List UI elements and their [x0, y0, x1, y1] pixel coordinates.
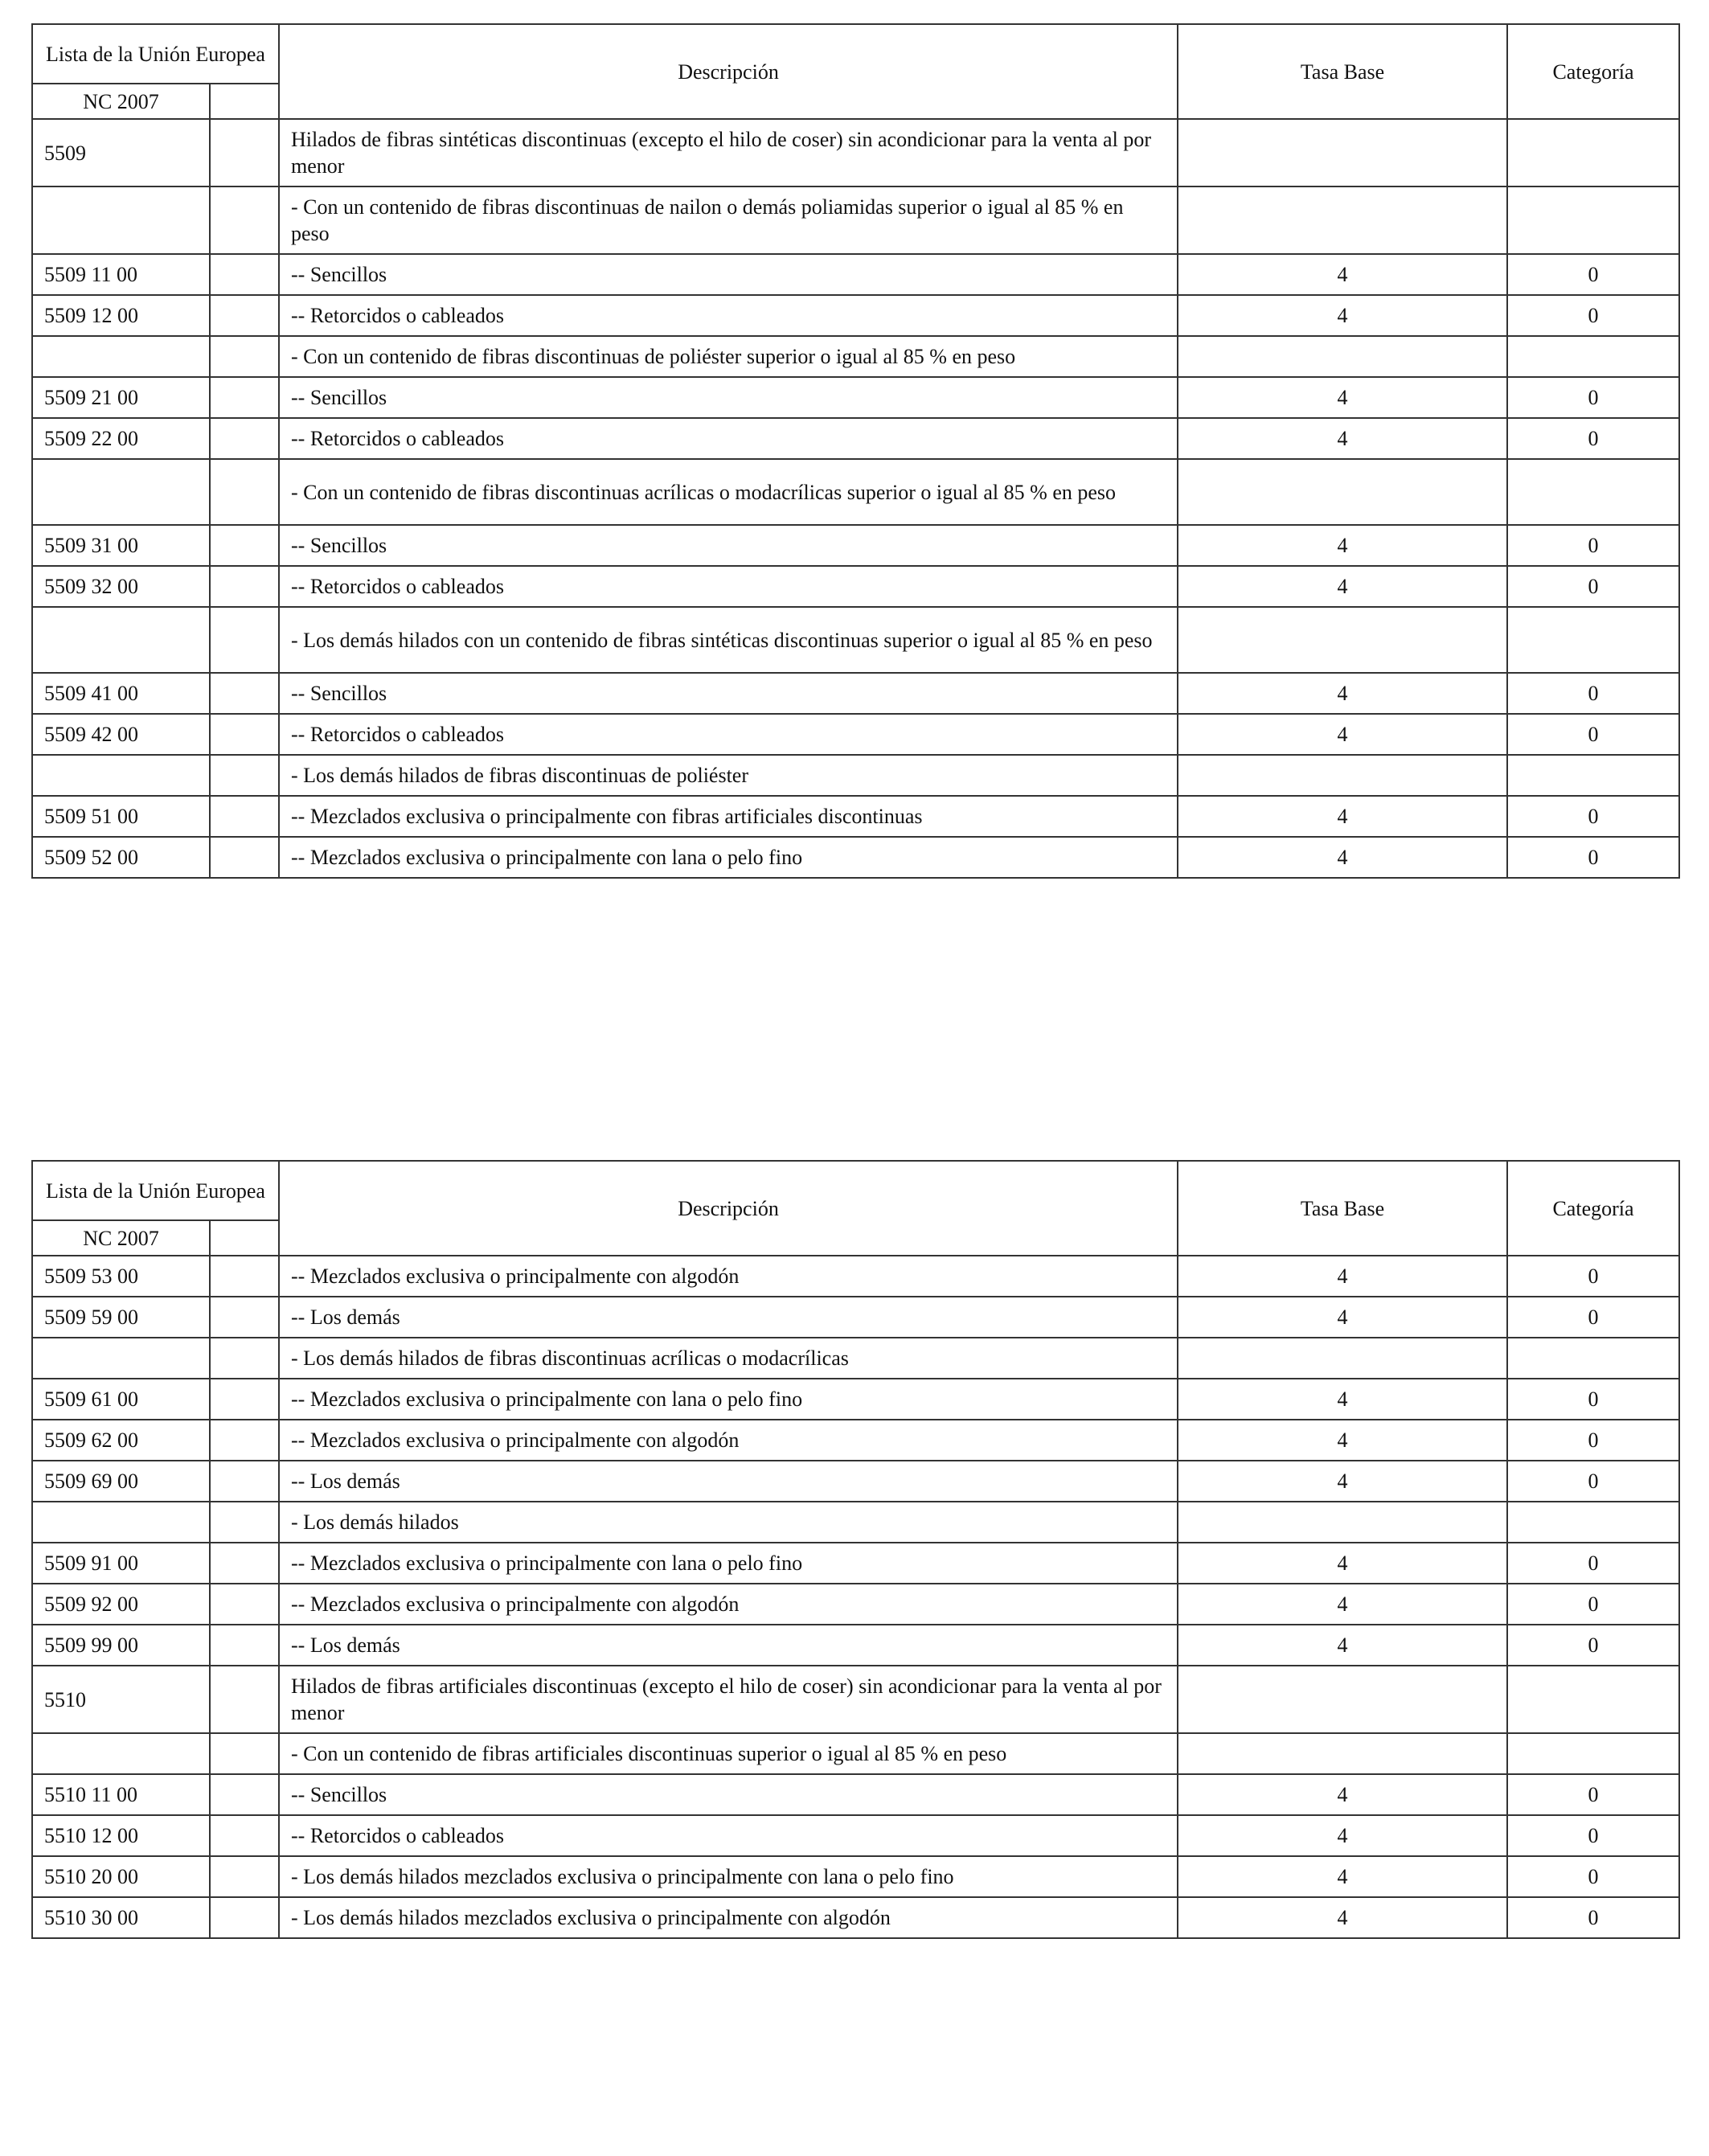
category-cell: 0	[1507, 1543, 1679, 1584]
code-cell: 5510 12 00	[32, 1815, 210, 1856]
table-row	[32, 1543, 1679, 1584]
description-cell: -- Mezclados exclusiva o principalmente con algodón	[279, 1256, 1178, 1297]
code-cell: 5510 30 00	[32, 1897, 210, 1938]
rate-cell: 4	[1178, 673, 1507, 714]
header-blank-cell	[210, 1220, 279, 1256]
code-cell: 5510 11 00	[32, 1774, 210, 1815]
table-row	[32, 1338, 1679, 1379]
rate-cell: 4	[1178, 254, 1507, 295]
rate-cell: 4	[1178, 1379, 1507, 1420]
blank-cell	[210, 607, 279, 673]
table-row	[32, 755, 1679, 796]
description-cell: -- Retorcidos o cableados	[279, 295, 1178, 336]
category-cell: 0	[1507, 1297, 1679, 1338]
code-cell	[32, 1338, 210, 1379]
header-blank-cell	[210, 84, 279, 119]
table-row	[32, 566, 1679, 607]
category-cell: 0	[1507, 1897, 1679, 1938]
table-row	[32, 1420, 1679, 1461]
table-row	[32, 295, 1679, 336]
description-cell: - Con un contenido de fibras discontinuas acrílicas o modacrílicas superior o igual al 85 % en peso	[279, 459, 1178, 525]
description-cell: -- Mezclados exclusiva o principalmente con algodón	[279, 1420, 1178, 1461]
rate-cell: 4	[1178, 1584, 1507, 1625]
table-row	[32, 1379, 1679, 1420]
code-cell: 5509 11 00	[32, 254, 210, 295]
code-cell: 5509 32 00	[32, 566, 210, 607]
rate-cell: 4	[1178, 1625, 1507, 1666]
header-base-rate: Tasa Base	[1178, 1161, 1507, 1256]
table-row	[32, 525, 1679, 566]
category-cell: 0	[1507, 796, 1679, 837]
table-row	[32, 1666, 1679, 1733]
category-cell: 0	[1507, 714, 1679, 755]
description-cell: -- Los demás	[279, 1461, 1178, 1502]
code-cell	[32, 1733, 210, 1774]
blank-cell	[210, 714, 279, 755]
description-cell: -- Sencillos	[279, 254, 1178, 295]
description-cell: - Con un contenido de fibras discontinuas de poliéster superior o igual al 85 % en peso	[279, 336, 1178, 377]
description-cell: -- Mezclados exclusiva o principalmente con fibras artificiales discontinuas	[279, 796, 1178, 837]
table-row	[32, 1502, 1679, 1543]
code-cell	[32, 336, 210, 377]
rate-cell: 4	[1178, 1256, 1507, 1297]
category-cell: 0	[1507, 1625, 1679, 1666]
table-row	[32, 1733, 1679, 1774]
category-cell	[1507, 755, 1679, 796]
code-cell	[32, 186, 210, 254]
rate-cell: 4	[1178, 796, 1507, 837]
description-cell: - Con un contenido de fibras artificiales discontinuas superior o igual al 85 % en peso	[279, 1733, 1178, 1774]
description-cell: -- Retorcidos o cableados	[279, 1815, 1178, 1856]
table-row	[32, 837, 1679, 878]
rate-cell	[1178, 1502, 1507, 1543]
rate-cell	[1178, 1733, 1507, 1774]
rate-cell	[1178, 459, 1507, 525]
blank-cell	[210, 377, 279, 418]
rate-cell	[1178, 607, 1507, 673]
rate-cell: 4	[1178, 1815, 1507, 1856]
code-cell: 5509 51 00	[32, 796, 210, 837]
category-cell: 0	[1507, 1379, 1679, 1420]
code-cell: 5509 12 00	[32, 295, 210, 336]
rate-cell	[1178, 755, 1507, 796]
header-nc-2007: NC 2007	[32, 1220, 210, 1256]
blank-cell	[210, 459, 279, 525]
header-nc-2007: NC 2007	[32, 84, 210, 119]
description-cell: -- Retorcidos o cableados	[279, 566, 1178, 607]
category-cell: 0	[1507, 1815, 1679, 1856]
blank-cell	[210, 566, 279, 607]
code-cell: 5509 99 00	[32, 1625, 210, 1666]
blank-cell	[210, 796, 279, 837]
category-cell: 0	[1507, 418, 1679, 459]
code-cell: 5509 59 00	[32, 1297, 210, 1338]
header-category: Categoría	[1507, 1161, 1679, 1256]
header-list-title: Lista de la Unión Europea	[32, 1161, 279, 1220]
table-row	[32, 1297, 1679, 1338]
table-row	[32, 254, 1679, 295]
description-cell: -- Mezclados exclusiva o principalmente con lana o pelo fino	[279, 837, 1178, 878]
blank-cell	[210, 1543, 279, 1584]
blank-cell	[210, 837, 279, 878]
rate-cell: 4	[1178, 837, 1507, 878]
rate-cell: 4	[1178, 1420, 1507, 1461]
category-cell	[1507, 1338, 1679, 1379]
blank-cell	[210, 254, 279, 295]
category-cell	[1507, 607, 1679, 673]
table-row	[32, 607, 1679, 673]
rate-cell: 4	[1178, 418, 1507, 459]
description-cell: - Con un contenido de fibras discontinuas de nailon o demás poliamidas superior o igual al 85 % en peso	[279, 186, 1178, 254]
table-row	[32, 1461, 1679, 1502]
tariff-table	[31, 23, 1680, 879]
blank-cell	[210, 418, 279, 459]
category-cell	[1507, 119, 1679, 186]
category-cell	[1507, 336, 1679, 377]
table-row	[32, 1256, 1679, 1297]
code-cell	[32, 459, 210, 525]
description-cell: - Los demás hilados de fibras discontinuas de poliéster	[279, 755, 1178, 796]
description-cell: -- Sencillos	[279, 525, 1178, 566]
code-cell: 5509 31 00	[32, 525, 210, 566]
table-row	[32, 119, 1679, 186]
rate-cell	[1178, 1338, 1507, 1379]
code-cell	[32, 607, 210, 673]
category-cell: 0	[1507, 1584, 1679, 1625]
header-description: Descripción	[279, 24, 1178, 119]
description-cell: - Los demás hilados mezclados exclusiva o principalmente con algodón	[279, 1897, 1178, 1938]
table-row	[32, 714, 1679, 755]
description-cell: - Los demás hilados de fibras discontinuas acrílicas o modacrílicas	[279, 1338, 1178, 1379]
category-cell: 0	[1507, 525, 1679, 566]
code-cell	[32, 1502, 210, 1543]
description-cell: -- Los demás	[279, 1297, 1178, 1338]
category-cell: 0	[1507, 295, 1679, 336]
rate-cell: 4	[1178, 1461, 1507, 1502]
blank-cell	[210, 336, 279, 377]
description-cell: -- Sencillos	[279, 673, 1178, 714]
blank-cell	[210, 1733, 279, 1774]
rate-cell	[1178, 1666, 1507, 1733]
code-cell: 5509 53 00	[32, 1256, 210, 1297]
category-cell	[1507, 1733, 1679, 1774]
blank-cell	[210, 1256, 279, 1297]
category-cell: 0	[1507, 566, 1679, 607]
blank-cell	[210, 1584, 279, 1625]
description-cell: Hilados de fibras sintéticas discontinuas (excepto el hilo de coser) sin acondicionar para la venta al por menor	[279, 119, 1178, 186]
blank-cell	[210, 1897, 279, 1938]
table-row	[32, 377, 1679, 418]
category-cell	[1507, 1502, 1679, 1543]
rate-cell: 4	[1178, 1297, 1507, 1338]
description-cell: -- Mezclados exclusiva o principalmente con lana o pelo fino	[279, 1543, 1178, 1584]
blank-cell	[210, 673, 279, 714]
table-row	[32, 1625, 1679, 1666]
code-cell: 5509 69 00	[32, 1461, 210, 1502]
category-cell: 0	[1507, 377, 1679, 418]
code-cell: 5509 91 00	[32, 1543, 210, 1584]
blank-cell	[210, 1625, 279, 1666]
blank-cell	[210, 295, 279, 336]
table-row	[32, 459, 1679, 525]
category-cell: 0	[1507, 1461, 1679, 1502]
table-row	[32, 1815, 1679, 1856]
description-cell: -- Retorcidos o cableados	[279, 714, 1178, 755]
blank-cell	[210, 1420, 279, 1461]
blank-cell	[210, 1461, 279, 1502]
rate-cell: 4	[1178, 377, 1507, 418]
blank-cell	[210, 1774, 279, 1815]
rate-cell: 4	[1178, 1897, 1507, 1938]
blank-cell	[210, 1379, 279, 1420]
category-cell: 0	[1507, 254, 1679, 295]
description-cell: -- Mezclados exclusiva o principalmente con lana o pelo fino	[279, 1379, 1178, 1420]
table-row	[32, 336, 1679, 377]
code-cell: 5509 41 00	[32, 673, 210, 714]
code-cell: 5509 61 00	[32, 1379, 210, 1420]
description-cell: - Los demás hilados	[279, 1502, 1178, 1543]
code-cell: 5509 42 00	[32, 714, 210, 755]
category-cell: 0	[1507, 1420, 1679, 1461]
table-row	[32, 1856, 1679, 1897]
blank-cell	[210, 1297, 279, 1338]
code-cell: 5509 62 00	[32, 1420, 210, 1461]
category-cell	[1507, 459, 1679, 525]
description-cell: -- Retorcidos o cableados	[279, 418, 1178, 459]
category-cell: 0	[1507, 1256, 1679, 1297]
table-row	[32, 1584, 1679, 1625]
blank-cell	[210, 525, 279, 566]
rate-cell	[1178, 336, 1507, 377]
category-cell: 0	[1507, 1774, 1679, 1815]
rate-cell: 4	[1178, 295, 1507, 336]
rate-cell: 4	[1178, 566, 1507, 607]
description-cell: -- Sencillos	[279, 377, 1178, 418]
description-cell: -- Sencillos	[279, 1774, 1178, 1815]
blank-cell	[210, 1666, 279, 1733]
code-cell: 5509 22 00	[32, 418, 210, 459]
blank-cell	[210, 1502, 279, 1543]
table-row	[32, 1774, 1679, 1815]
category-cell: 0	[1507, 837, 1679, 878]
code-cell: 5509 92 00	[32, 1584, 210, 1625]
rate-cell: 4	[1178, 1774, 1507, 1815]
rate-cell	[1178, 186, 1507, 254]
code-cell: 5510	[32, 1666, 210, 1733]
table-row	[32, 186, 1679, 254]
code-cell: 5510 20 00	[32, 1856, 210, 1897]
code-cell: 5509 52 00	[32, 837, 210, 878]
rate-cell: 4	[1178, 714, 1507, 755]
table-row	[32, 673, 1679, 714]
description-cell: -- Los demás	[279, 1625, 1178, 1666]
description-cell: -- Mezclados exclusiva o principalmente con algodón	[279, 1584, 1178, 1625]
header-base-rate: Tasa Base	[1178, 24, 1507, 119]
code-cell: 5509 21 00	[32, 377, 210, 418]
blank-cell	[210, 1856, 279, 1897]
category-cell: 0	[1507, 673, 1679, 714]
header-description: Descripción	[279, 1161, 1178, 1256]
blank-cell	[210, 1338, 279, 1379]
rate-cell: 4	[1178, 525, 1507, 566]
blank-cell	[210, 186, 279, 254]
table-row	[32, 796, 1679, 837]
description-cell: - Los demás hilados con un contenido de fibras sintéticas discontinuas superior o igual al 85 % en peso	[279, 607, 1178, 673]
blank-cell	[210, 1815, 279, 1856]
blank-cell	[210, 755, 279, 796]
rate-cell	[1178, 119, 1507, 186]
category-cell	[1507, 186, 1679, 254]
description-cell: - Los demás hilados mezclados exclusiva o principalmente con lana o pelo fino	[279, 1856, 1178, 1897]
tariff-table	[31, 1160, 1680, 1939]
table-row	[32, 418, 1679, 459]
description-cell: Hilados de fibras artificiales discontinuas (excepto el hilo de coser) sin acondicionar para la venta al por menor	[279, 1666, 1178, 1733]
rate-cell: 4	[1178, 1856, 1507, 1897]
table-row	[32, 1897, 1679, 1938]
category-cell: 0	[1507, 1856, 1679, 1897]
category-cell	[1507, 1666, 1679, 1733]
code-cell	[32, 755, 210, 796]
code-cell: 5509	[32, 119, 210, 186]
blank-cell	[210, 119, 279, 186]
header-list-title: Lista de la Unión Europea	[32, 24, 279, 84]
header-category: Categoría	[1507, 24, 1679, 119]
rate-cell: 4	[1178, 1543, 1507, 1584]
